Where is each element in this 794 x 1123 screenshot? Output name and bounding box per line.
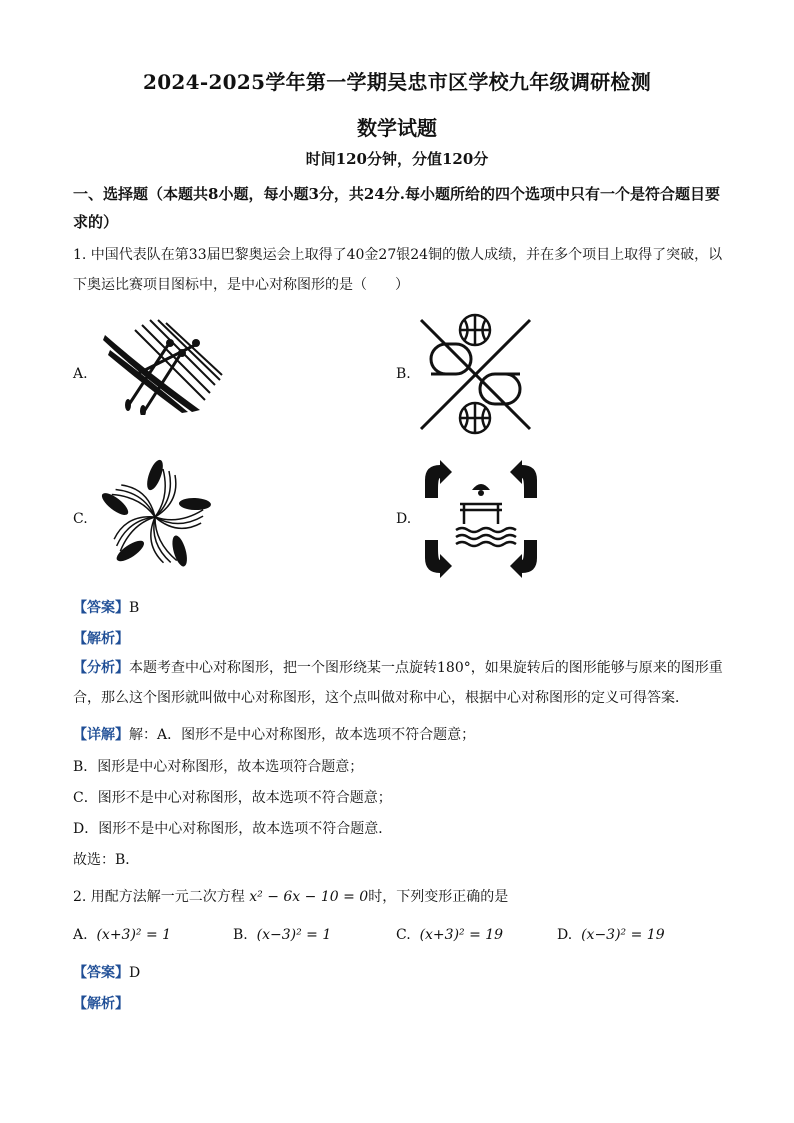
page-subtitle: 数学试题	[357, 116, 437, 140]
q1-option-d-label: D.	[396, 511, 412, 527]
q1-answer: B	[129, 600, 140, 616]
q1-detail-line-3: C．图形不是中心对称图形，故本选项不符合题意；	[73, 790, 392, 806]
q2-option-d: D. (x−3)² = 19	[557, 927, 665, 943]
basketball-icon	[413, 312, 538, 437]
q1-detail-line-2: B．图形是中心对称图形，故本选项符合题意；	[73, 759, 364, 775]
q2-analysis-tag: 【解析】	[73, 996, 129, 1012]
fenxi-text: 本题考查中心对称图形，把一个图形绕某一点旋转180°，如果旋转后的图形能够与原来的图形重合，那么这个图形就叫做中心对称图形，这个点叫做对称中心，根据中心对称图形的定义可得答案．	[73, 660, 723, 706]
section-heading: 一、选择题（本题共8小题，每小题3分，共24分.每小题所给的四个选项中只有一个是符合题目要求的）	[73, 185, 720, 231]
detail-tag: 【详解】	[73, 727, 129, 743]
rowing-icon	[100, 315, 225, 415]
q2-answer-line: 【答案】D	[73, 965, 141, 981]
q2-answer: D	[129, 965, 141, 981]
q2-option-b: B. (x−3)² = 1	[233, 927, 332, 943]
q1-option-c-label: C.	[73, 511, 88, 527]
exam-meta: 时间120分钟，分值120分	[305, 150, 489, 168]
q2-option-a: A. (x+3)² = 1	[73, 927, 172, 943]
q1-analysis-tag: 【解析】	[73, 631, 129, 647]
fenxi-tag: 【分析】	[73, 660, 129, 676]
q1-fenxi	[73, 653, 723, 713]
q1-detail-line-4: D．图形不是中心对称图形，故本选项不符合题意．	[73, 821, 393, 837]
q2-equation: x² − 6x − 10 = 0	[249, 889, 369, 905]
q1-answer-line	[73, 597, 139, 617]
answer-tag: 【答案】	[73, 600, 129, 616]
page-title: 2024-2025学年第一学期吴忠市区学校九年级调研检测	[142, 70, 652, 94]
water-polo-icon	[420, 460, 542, 578]
q2-stem: 2. 用配方法解一元二次方程 x² − 6x − 10 = 0时，下列变形正确的是	[73, 889, 509, 905]
q1-option-b-label: B.	[396, 366, 411, 382]
q2-option-c: C. (x+3)² = 19	[396, 927, 504, 943]
pinwheel-icon	[90, 455, 220, 580]
q1-option-a-label: A.	[73, 366, 88, 382]
q1-detail-line-5: 故选：B．	[73, 852, 140, 868]
q1-detail-line-1: 【详解】解：A．图形不是中心对称图形，故本选项不符合题意；	[73, 727, 476, 743]
q1-stem: 1. 中国代表队在第33届巴黎奥运会上取得了40金27银24铜的傲人成绩，并在多个项目上取得了突破，以下奥运比赛项目图标中，是中心对称图形的是（ ）	[73, 247, 723, 293]
